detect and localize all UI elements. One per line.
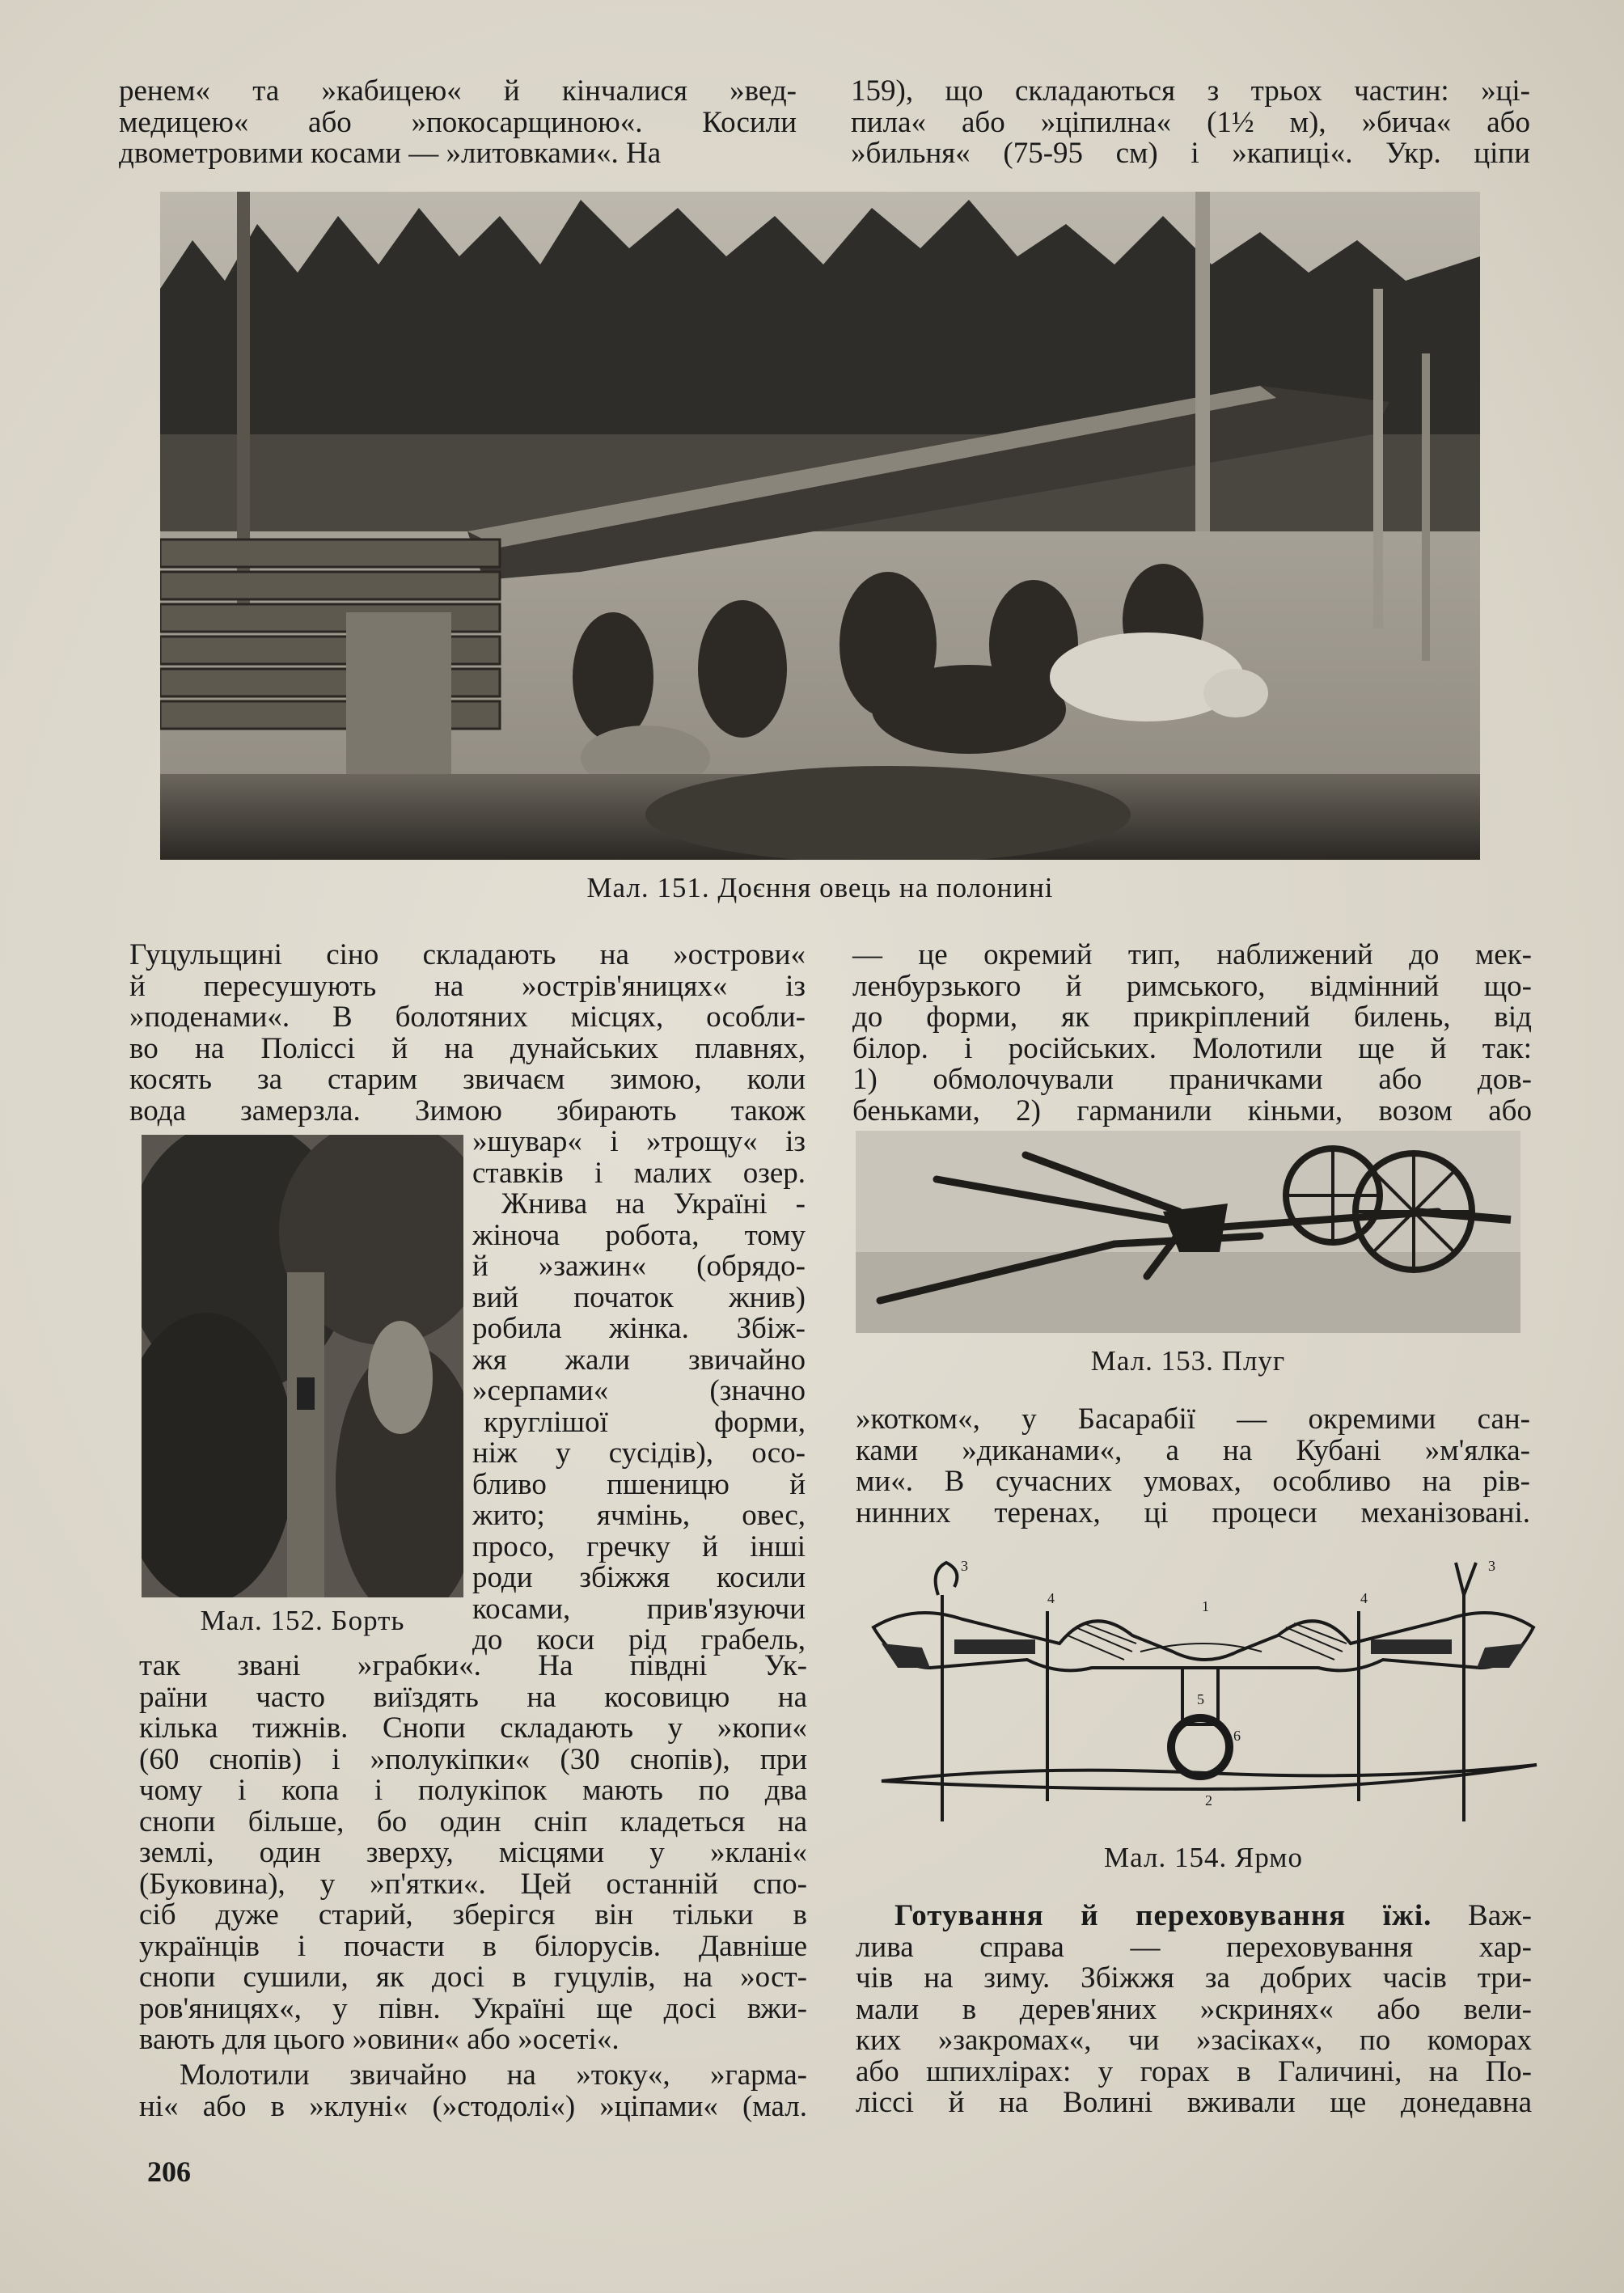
yoke-label: 4	[1360, 1590, 1368, 1606]
figure-152-photo	[142, 1135, 463, 1597]
text-line: чів на зиму. Збіжжя за добрих часів три-	[856, 1961, 1532, 1995]
text-line: »шувар« і »трощу« із	[472, 1125, 806, 1158]
left-upper-text	[129, 940, 806, 1127]
text-line: круглішої форми,	[484, 1405, 806, 1439]
text-line: (Буковина), у »п'ятки«. Цей останній спо-	[139, 1867, 807, 1901]
heading-continuation: Важ-	[1468, 1899, 1533, 1932]
text-line: ренем« та »кабицею« й кінчалися »вед-	[119, 74, 797, 108]
text-line: ких »закромах«, чи »засіках«, по коморах	[856, 2024, 1532, 2057]
figure-151-caption: Мал. 151. Доєння овець на полонині	[586, 872, 1054, 903]
text-line: пила« або »ціпилна« (1½ м), »бича« або	[851, 105, 1530, 139]
text-line: українців і почасти в білорусів. Давніше	[139, 1929, 807, 1963]
text-line: сіб дуже старий, зберігся він тільки в	[139, 1898, 807, 1931]
right-middle-text	[856, 1404, 1530, 1529]
text-line: снопи сушили, як досі в гуцулів, на »ост-	[139, 1961, 807, 1994]
text-line: кілька тижнів. Снопи складають у »копи«	[139, 1711, 807, 1745]
tree-hive-photo	[142, 1135, 463, 1597]
text-line: раїни часто виїздять на косовицю на	[139, 1680, 807, 1714]
text-line: снопи більше, бо один сніп кладеться на	[139, 1804, 807, 1838]
text-line: до коси рід грабель,	[472, 1623, 806, 1656]
text-line: медицею« або »покосарщиною«. Косили	[119, 105, 797, 139]
text-line: ками »диканами«, а на Кубані »м'ялка-	[856, 1433, 1530, 1467]
text-line: так звані »грабки«. На півдні Ук-	[139, 1649, 807, 1682]
text-line: Молотили звичайно на »току«, »гарма-	[180, 2058, 807, 2092]
text-line: ліссі й на Волині вживали ще донедавна	[856, 2086, 1532, 2119]
yoke-label: 4	[1047, 1590, 1055, 1606]
text-line: вода замерзла. Зимою збирають також	[129, 1094, 806, 1127]
text-line	[856, 1901, 1532, 1932]
text-line: »поденами«. В болотяних місцях, особли-	[129, 1001, 806, 1034]
right-upper-text	[852, 940, 1532, 1127]
text-line: ров'яницях«, у півн. Україні ще досі вжи-	[139, 1991, 807, 2025]
text-line: білор. і російських. Молотили ще й так:	[852, 1031, 1532, 1065]
top-right-text	[851, 76, 1530, 170]
right-lower-text	[856, 1901, 1532, 2119]
left-last-text	[139, 2060, 807, 2122]
text-line: до форми, як прикріплений билень, від	[852, 1001, 1532, 1034]
text-line: беньками, 2) гарманили кіньми, возом або	[852, 1094, 1532, 1127]
text-line: 159), що складаються з трьох частин: »ці-	[851, 74, 1530, 108]
text-line: вий початок жнив)	[472, 1280, 806, 1314]
plough-photo	[856, 1131, 1520, 1333]
text-line: во на Поліссі й на дунайських плавнях,	[129, 1031, 806, 1065]
section-heading: Готування й переховування їжі.	[894, 1899, 1432, 1932]
text-line: (60 снопів) і »полукіпки« (30 снопів), при	[139, 1742, 807, 1776]
text-line: ні« або в »клуні« (»стодолі«) »ціпами« (мал.	[139, 2089, 807, 2123]
text-line: землі, один зверху, місцями у »клані«	[139, 1836, 807, 1869]
sheep-milking-photo	[160, 192, 1480, 860]
yoke-label: 1	[1202, 1598, 1209, 1614]
figure-153-photo	[856, 1131, 1520, 1333]
figure-154-drawing	[865, 1546, 1542, 1831]
text-line: роди збіжжя косили	[472, 1561, 806, 1594]
yoke-label: 2	[1205, 1792, 1212, 1809]
text-line: косять за старим звичаєм зимою, коли	[129, 1063, 806, 1096]
text-line: ми«. В сучасних умовах, особливо на рів-	[856, 1465, 1530, 1498]
text-line: »котком«, у Басарабії — окремими сан-	[856, 1402, 1530, 1436]
text-line: »серпами« (значно	[472, 1374, 806, 1407]
text-line: 1) обмолочували праничками або дов-	[852, 1063, 1532, 1096]
text-line: вають для цього »овини« або »осеті«.	[139, 2023, 620, 2056]
text-line: ставків і малих озер.	[472, 1156, 806, 1190]
text-line: й пересушують на »острів'яницях« із	[129, 969, 806, 1003]
text-line: жя жали звичайно	[472, 1343, 806, 1377]
text-line: — це окремий тип, наближений до мек-	[852, 938, 1532, 971]
text-line: жито; ячмінь, овес,	[472, 1499, 806, 1532]
text-line: бливо пшеницю й	[472, 1467, 806, 1501]
figure-153-caption: Мал. 153. Плуг	[1090, 1345, 1286, 1377]
text-line: Жнива на Україні -	[501, 1187, 806, 1221]
text-line: косами, прив'язуючи	[472, 1592, 806, 1626]
text-line: ніж у сусідів), осо-	[472, 1436, 806, 1470]
text-line: двометровими косами — »литовками«. На	[119, 137, 662, 170]
text-line: й »зажин« (обрядо-	[472, 1250, 806, 1283]
text-line: просо, гречку й інші	[472, 1529, 806, 1563]
text-line: або шпихлірах: у горах в Галичині, на По-	[856, 2054, 1532, 2088]
text-line: лива справа — переховування хар-	[856, 1930, 1532, 1964]
text-line: Гуцульщині сіно складають на »острови«	[129, 938, 806, 971]
text-line: чому і копа і полукіпок мають по два	[139, 1774, 807, 1807]
yoke-label: 5	[1197, 1691, 1204, 1707]
figure-152-caption: Мал. 152. Борть	[200, 1605, 405, 1636]
top-left-text	[119, 76, 797, 170]
yoke-label: 3	[1488, 1558, 1495, 1574]
yoke-drawing	[865, 1546, 1542, 1831]
text-line: »бильня« (75-95 см) і »капиці«. Укр. ціпи	[851, 137, 1530, 170]
text-line: робила жінка. Збіж-	[472, 1312, 806, 1345]
figure-151-photo	[160, 192, 1480, 860]
text-line: ленбурзького й римського, відмінний що-	[852, 969, 1532, 1003]
figure-154-caption: Мал. 154. Ярмо	[1104, 1842, 1303, 1873]
left-wrap-text	[472, 1127, 806, 1656]
text-line: нинних теренах, ці процеси механізовані.	[856, 1496, 1530, 1529]
text-line: жіноча робота, тому	[472, 1218, 806, 1252]
page-number: 206	[147, 2156, 191, 2188]
yoke-label: 3	[961, 1558, 968, 1574]
left-lower-text	[139, 1651, 807, 2056]
text-line: мали в дерев'яних »скринях« або вели-	[856, 1992, 1532, 2026]
yoke-label: 6	[1233, 1728, 1241, 1744]
